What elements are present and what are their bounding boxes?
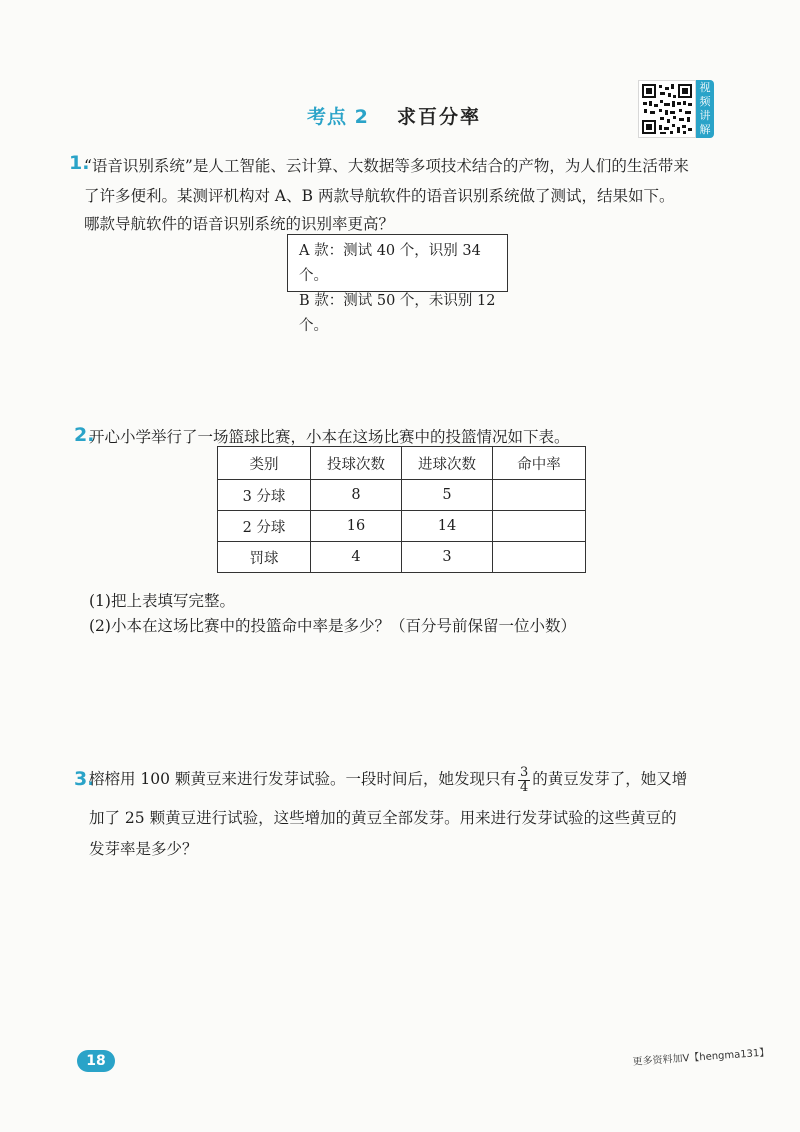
result-b: B 款：测试 50 个，未识别 12 个。: [299, 293, 496, 334]
table-header: 投球次数: [311, 447, 402, 480]
section-label: 考点 2: [307, 106, 369, 128]
table-cell: 16: [311, 511, 402, 542]
table-row: [218, 511, 586, 542]
table-row: [218, 480, 586, 511]
test-results-box: [287, 234, 508, 334]
question-1-line-2: 了许多便利。某测评机构对 A、B 两款导航软件的语音识别系统做了测试，结果如下。: [84, 187, 675, 205]
table-cell: 8: [311, 480, 402, 511]
table-cell: 14: [402, 511, 493, 542]
question-3-line-1: [89, 762, 687, 796]
table-cell: 3: [402, 542, 493, 573]
answer-cell[interactable]: [493, 542, 586, 573]
watermark: 更多资料加V【hengma131】: [632, 1047, 770, 1068]
video-explain-tab[interactable]: [696, 80, 714, 138]
answer-cell[interactable]: [493, 480, 586, 511]
question-2-sub-2: (2)小本在这场比赛中的投篮命中率是多少？（百分号前保留一位小数）: [89, 617, 576, 635]
question-1-number: 1.: [69, 152, 90, 174]
question-2-intro: 开心小学举行了一场篮球比赛，小本在这场比赛中的投篮情况如下表。: [89, 428, 570, 446]
question-1-line-1: “语音识别系统”是人工智能、云计算、大数据等多项技术结合的产物，为人们的生活带来: [84, 157, 689, 175]
section-title: 求百分率: [397, 106, 482, 128]
fraction-numerator: 3: [519, 764, 529, 780]
qr-tab-char: 讲: [699, 109, 711, 122]
answer-cell[interactable]: [493, 511, 586, 542]
shooting-table: [217, 446, 586, 573]
qr-tab-char: 视: [699, 81, 711, 94]
question-3-number: 3.: [74, 768, 95, 790]
table-header: 类别: [218, 447, 311, 480]
question-3-line-3: 发芽率是多少？: [89, 840, 198, 858]
table-cell: 5: [402, 480, 493, 511]
table-header: 进球次数: [402, 447, 493, 480]
qr-tab-char: 解: [699, 123, 711, 136]
result-a: A 款：测试 40 个，识别 34 个。: [299, 243, 481, 284]
question-3-text-b: 的黄豆发芽了，她又增: [532, 770, 688, 788]
table-cell: 罚球: [218, 542, 311, 573]
page-number: 18: [77, 1050, 115, 1072]
table-header: 命中率: [493, 447, 586, 480]
table-header-row: [218, 447, 586, 480]
question-1-line-3: 哪款导航软件的语音识别系统的识别率更高？: [84, 215, 395, 233]
table-row: [218, 542, 586, 573]
table-cell: 4: [311, 542, 402, 573]
question-3-text-a: 榕榕用 100 颗黄豆来进行发芽试验。一段时间后，她发现只有: [89, 770, 516, 788]
qr-code-icon[interactable]: [638, 80, 696, 138]
table-cell: 3 分球: [218, 480, 311, 511]
fraction-denominator: 4: [519, 779, 529, 795]
table-cell: 2 分球: [218, 511, 311, 542]
question-2-sub-1: (1)把上表填写完整。: [89, 592, 235, 610]
fraction: [518, 766, 530, 795]
question-3-line-2: 加了 25 颗黄豆进行试验，这些增加的黄豆全部发芽。用来进行发芽试验的这些黄豆的: [89, 809, 677, 827]
qr-tab-char: 频: [699, 95, 711, 108]
question-2-number: 2.: [74, 424, 95, 446]
